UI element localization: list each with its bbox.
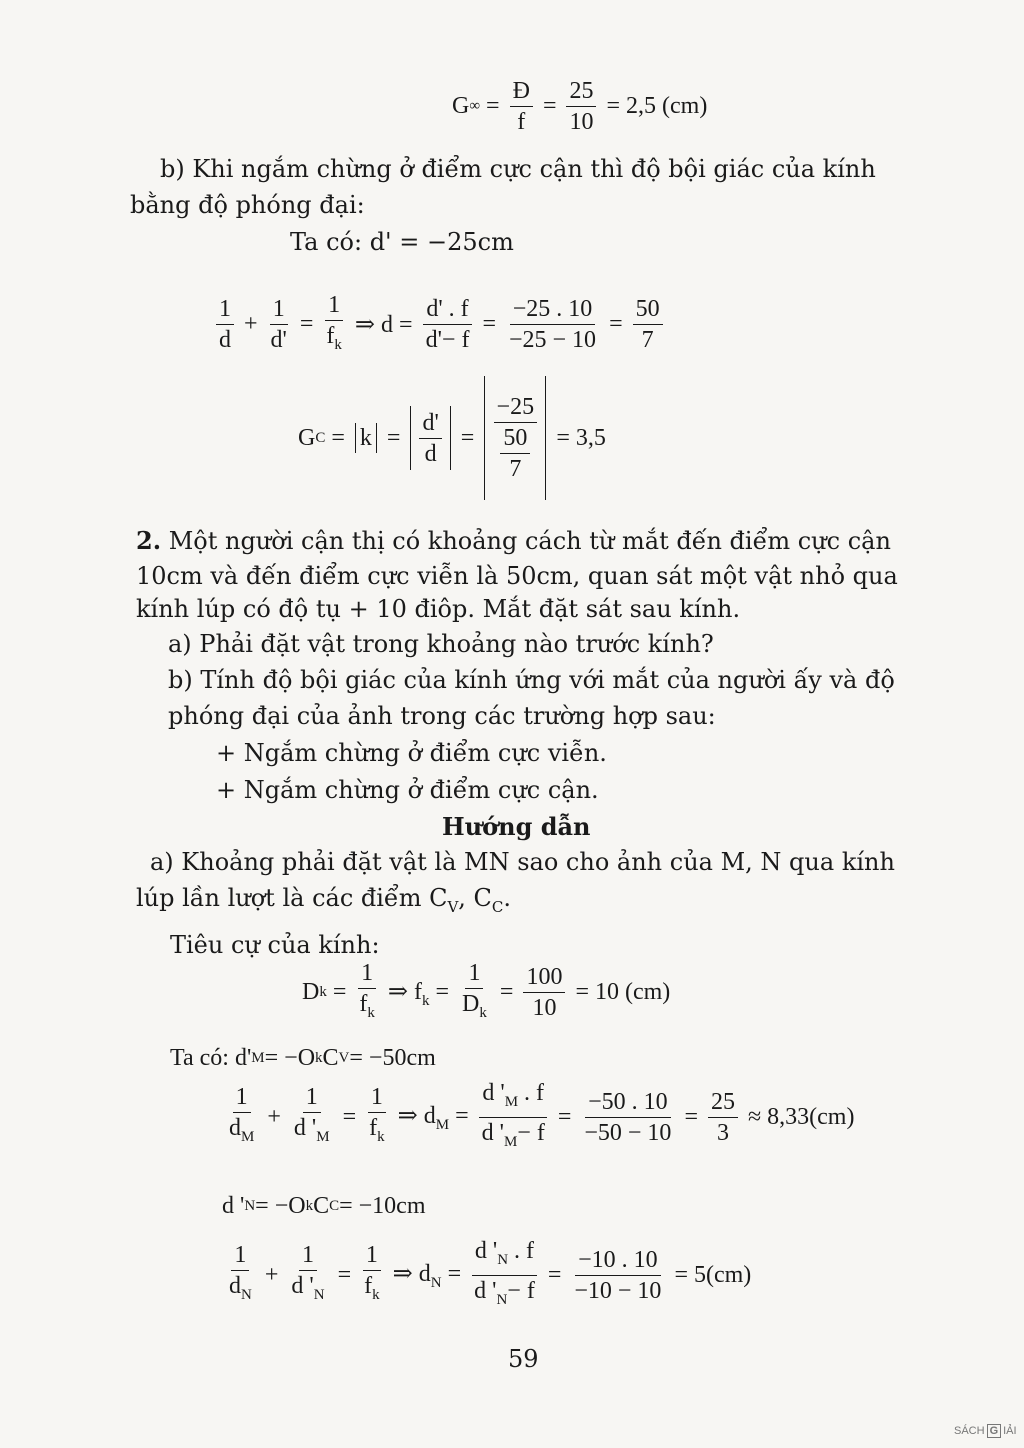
question-b-line2: phóng đại của ảnh trong các trường hợp sau: [168, 702, 716, 730]
eq-text: d [229, 1115, 241, 1142]
fraction [268, 296, 290, 353]
frac-num [472, 1238, 537, 1276]
equation-dm-line [170, 1045, 436, 1072]
fraction [581, 1089, 674, 1146]
eq-sub: M [251, 1050, 265, 1066]
eq-sub: N [241, 1287, 252, 1304]
focal-length-label: Tiêu cự của kính: [170, 931, 380, 959]
frac-num: d' [419, 410, 441, 439]
eq-text: f [369, 1115, 378, 1142]
fraction [566, 78, 596, 135]
eq-sub: M [435, 1116, 450, 1133]
eq-text: D [462, 991, 480, 1017]
eq-sub: M [316, 1129, 330, 1146]
problem-text: Một người cận thị có khoảng cách từ mắt đến điểm cực cận [161, 527, 891, 555]
frac-den [291, 1113, 333, 1150]
frac-num: −25 . 10 [510, 296, 596, 325]
eq-sub: k [315, 1050, 323, 1066]
fraction [708, 1089, 738, 1146]
eq-text: d ' [222, 1193, 245, 1219]
eq-op: = [547, 1261, 562, 1288]
logo-text: IẢI [1003, 1425, 1017, 1437]
frac-den [471, 1276, 538, 1313]
eq-result: = 5(cm) [674, 1261, 752, 1288]
equation-gc [298, 376, 612, 500]
frac-num: Đ [510, 78, 533, 107]
frac-num: −25 [494, 394, 538, 423]
eq-text: − f [507, 1277, 535, 1304]
fraction [361, 1242, 383, 1308]
frac-num: −50 . 10 [585, 1089, 671, 1118]
bullet-far-point: + Ngắm chừng ở điểm cực viễn. [216, 739, 607, 767]
eq-text: G [298, 424, 316, 451]
eq-text: ⇒ d [397, 1102, 436, 1129]
frac-num: 100 [523, 964, 565, 993]
eq-op: = [542, 93, 557, 119]
eq-op: = [460, 424, 475, 451]
fraction [633, 296, 663, 353]
fraction [493, 394, 537, 482]
fraction [523, 964, 565, 1021]
frac-num: 1 [368, 1084, 386, 1113]
frac-den [366, 1113, 388, 1150]
frac-num: 1 [325, 292, 343, 321]
eq-text: d ' [474, 1238, 498, 1264]
frac-den: −10 − 10 [574, 1277, 662, 1304]
fraction [571, 1247, 664, 1304]
eq-sub: k [367, 1004, 375, 1021]
frac-den [459, 989, 490, 1026]
frac-den [226, 1271, 255, 1308]
fraction [216, 296, 234, 353]
frac-den: 10 [532, 995, 557, 1022]
frac-num: 1 [465, 960, 483, 989]
guide-text: lúp lần lượt là các điểm C [136, 884, 448, 912]
eq-sub: N [496, 1291, 508, 1308]
eq-text: C [313, 1193, 330, 1219]
fraction [419, 410, 441, 467]
frac-den: 10 [569, 109, 594, 135]
paragraph-b1-line1: b) Khi ngắm chừng ở điểm cực cận thì độ bội giác của kính [160, 155, 876, 183]
problem-number: 2. [136, 526, 162, 555]
fraction [510, 78, 533, 135]
fraction [506, 296, 599, 353]
frac-num: 25 [566, 78, 596, 107]
frac-num: −10 . 10 [575, 1247, 661, 1276]
frac-num: 50 [633, 296, 663, 325]
fraction [291, 1084, 333, 1150]
equation-dn-line [222, 1193, 426, 1220]
eq-op: = [684, 1103, 698, 1130]
eq-text: f [364, 1273, 373, 1300]
eq-text: D [302, 979, 320, 1006]
eq-sub: C [329, 1198, 340, 1214]
frac-num: 1 [270, 296, 288, 325]
frac-den [288, 1271, 327, 1308]
frac-den [479, 1118, 548, 1155]
guide-text: . [503, 884, 512, 912]
problem-2-line1 [136, 524, 891, 558]
eq-sub: N [244, 1198, 256, 1214]
eq-op: ⇒ $d_M$ = [397, 1102, 469, 1133]
eq-op: ⇒ $f_k$ = [387, 978, 450, 1009]
frac-num: 25 [708, 1089, 738, 1118]
equation-dk [302, 960, 676, 1026]
ta-co-1: Ta có: d' = −25cm [290, 228, 514, 256]
frac-den: f [517, 109, 526, 135]
eq-sub: ∞ [469, 98, 481, 114]
frac-den: 7 [641, 327, 654, 354]
eq-text: f [326, 323, 335, 349]
guide-a-line1: a) Khoảng phải đặt vật là MN sao cho ảnh của M, N qua kính [150, 848, 895, 876]
site-logo [954, 1424, 1017, 1438]
eq-op: + [244, 311, 258, 338]
eq-op: = [486, 93, 500, 119]
eq-op: = [342, 1103, 357, 1130]
eq-text: Ta có: d' [170, 1045, 252, 1071]
eq-sub: k [422, 992, 430, 1009]
eq-text: d ' [474, 1277, 497, 1304]
eq-text: C [322, 1045, 339, 1071]
fraction [226, 1084, 257, 1150]
eq-result: = 3,5 [556, 424, 606, 451]
fraction [459, 960, 490, 1026]
eq-text: d ' [481, 1119, 504, 1146]
eq-text: ⇒ d [392, 1260, 431, 1287]
frac-num: 1 [299, 1242, 317, 1271]
fraction [500, 425, 530, 482]
eq-text: G [452, 93, 470, 119]
eq-sub: k [334, 336, 342, 353]
fraction [423, 296, 473, 353]
eq-op: = [609, 311, 623, 338]
frac-den: d'− f [425, 327, 470, 354]
frac-num: d' . f [423, 296, 471, 325]
eq-text: − f [517, 1119, 545, 1146]
eq-op: = [386, 424, 401, 451]
eq-text: ⇒ f [387, 978, 422, 1005]
frac-den: 7 [509, 456, 522, 482]
frac-den: d [219, 327, 231, 354]
frac-den: 3 [716, 1119, 729, 1146]
bullet-near-point: + Ngắm chừng ở điểm cực cận. [216, 776, 599, 804]
frac-num: 1 [303, 1084, 321, 1113]
page-number: 59 [508, 1345, 539, 1373]
frac-den [356, 989, 378, 1026]
eq-sub: C [491, 897, 504, 916]
eq-op: + [267, 1103, 281, 1130]
logo-box: G [987, 1424, 1002, 1438]
eq-text: d ' [482, 1080, 505, 1106]
frac-num: 1 [363, 1242, 381, 1271]
eq-text: d ' [293, 1115, 317, 1142]
section-heading: Hướng dẫn [442, 812, 591, 841]
eq-text: f [359, 991, 368, 1017]
eq-op: = [299, 311, 314, 338]
frac-num: 1 [216, 296, 234, 325]
question-a: a) Phải đặt vật trong khoảng nào trước kính? [168, 630, 714, 658]
eq-op: = [482, 311, 496, 338]
eq-text: d ' [291, 1273, 314, 1300]
fraction [366, 1084, 388, 1150]
eq-text: = −10cm [339, 1193, 426, 1219]
eq-op: = [337, 1261, 352, 1288]
eq-sub: N [313, 1287, 325, 1304]
eq-text: d [229, 1273, 241, 1300]
fraction [226, 1242, 255, 1308]
eq-op: + [264, 1261, 279, 1288]
paragraph-b1-line2: bằng độ phóng đại: [130, 191, 365, 219]
abs-value [355, 423, 377, 453]
eq-sub: V [447, 897, 459, 916]
eq-sub: V [338, 1050, 350, 1066]
eq-result: ≈ 8,33(cm) [747, 1103, 855, 1130]
eq-op: ⇒ $d_N$ = [392, 1260, 462, 1291]
frac-num: 1 [231, 1242, 249, 1271]
equation-d [212, 292, 667, 358]
eq-text: = −O [264, 1045, 316, 1071]
eq-result: = 10 (cm) [575, 979, 671, 1006]
eq-sub: k [479, 1004, 487, 1021]
eq-sub: k [319, 984, 327, 1001]
frac-num: 1 [358, 960, 376, 989]
eq-sub: k [372, 1287, 380, 1304]
frac-num: 1 [233, 1084, 251, 1113]
eq-sub: k [377, 1129, 385, 1146]
frac-den: −50 − 10 [584, 1119, 672, 1146]
question-b-line1: b) Tính độ bội giác của kính ứng với mắt của người ấy và độ [168, 666, 895, 694]
eq-op: = [557, 1103, 572, 1130]
frac-num: 50 [500, 425, 530, 454]
eq-op: = [331, 424, 345, 451]
equation-dn [222, 1238, 757, 1313]
eq-sub: k [305, 1198, 314, 1214]
guide-a-line2 [136, 881, 511, 924]
eq-result: = 2,5 (cm) [606, 93, 708, 119]
eq-op: ⇒ d = [354, 312, 413, 339]
problem-2-line2: 10cm và đến điểm cực viễn là 50cm, quan sát một vật nhỏ qua [136, 562, 898, 590]
frac-den: d [424, 440, 437, 467]
eq-sub: M [503, 1133, 518, 1150]
eq-text: = −O [255, 1193, 306, 1219]
equation-g-infinity [452, 78, 713, 135]
eq-text: k [359, 424, 372, 451]
eq-text: = −50cm [349, 1045, 436, 1071]
eq-sub: N [430, 1274, 442, 1291]
frac-num [479, 1080, 547, 1118]
frac-den: d' [270, 327, 287, 354]
fraction [471, 1238, 538, 1313]
eq-sub: M [504, 1093, 519, 1110]
eq-op: = [499, 979, 514, 1006]
guide-text: , C [458, 884, 492, 912]
equation-dm [222, 1080, 860, 1155]
frac-den [361, 1271, 383, 1308]
problem-2-line3: kính lúp có độ tụ + 10 điôp. Mắt đặt sát sau kính. [136, 595, 741, 623]
frac-den [323, 321, 345, 358]
frac-den [226, 1113, 257, 1150]
eq-sub: N [497, 1251, 509, 1268]
fraction [479, 1080, 548, 1155]
eq-text: . f [508, 1238, 535, 1264]
fraction [323, 292, 345, 358]
eq-text: . f [518, 1080, 545, 1106]
frac-den [493, 423, 537, 482]
fraction [356, 960, 378, 1026]
abs-value [484, 376, 546, 500]
eq-sub: C [315, 429, 326, 446]
fraction [288, 1242, 327, 1308]
logo-text: SÁCH [954, 1425, 985, 1437]
eq-op: = [332, 979, 347, 1006]
eq-sub: M [241, 1129, 255, 1146]
abs-value [410, 406, 450, 470]
frac-den: −25 − 10 [508, 327, 597, 354]
